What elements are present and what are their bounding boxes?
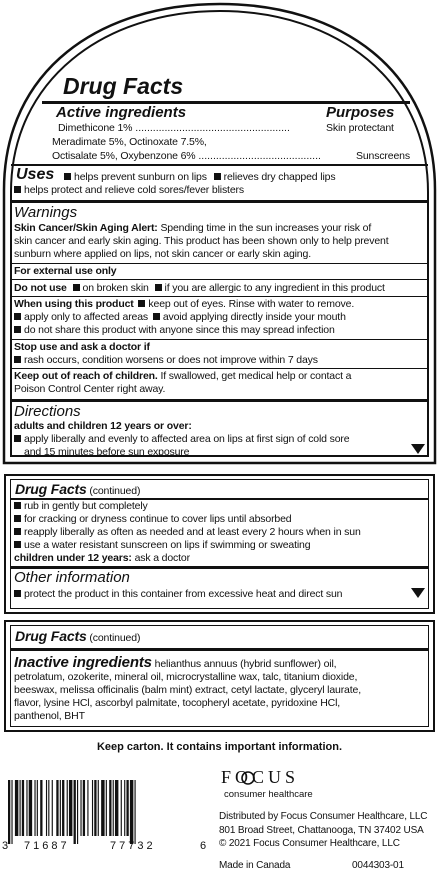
- barcode-bar: [62, 780, 64, 836]
- brand-logo: [221, 767, 299, 788]
- barcode-bar: [56, 780, 58, 836]
- barcode-last-digit: 6: [200, 840, 207, 852]
- bullet-square-icon: [64, 173, 71, 180]
- thin-rule: [11, 296, 428, 297]
- barcode-bar: [121, 780, 122, 836]
- barcode-bar: [67, 780, 68, 836]
- other-info-heading: Other information: [14, 569, 130, 586]
- section-rule: [11, 164, 428, 166]
- keep-out-line: [14, 370, 351, 383]
- barcode-bar: [124, 780, 125, 836]
- directions-cont-item: reapply liberally as often as needed and at least every 2 hours when in sun: [24, 526, 361, 538]
- skin-cancer-line: [14, 222, 371, 235]
- barcode-bar: [29, 780, 32, 836]
- when-using-line: [14, 311, 346, 324]
- use-item: helps prevent sunburn on lips: [74, 171, 207, 183]
- ingredient: Dimethicone 1%: [58, 122, 133, 134]
- leader-dots: .....................................................: [132, 122, 290, 134]
- skin-cancer-text: sunburn where applied on lips, not skin cancer or early skin aging.: [14, 248, 311, 260]
- barcode-bar: [69, 780, 72, 836]
- bullet-square-icon: [214, 173, 221, 180]
- thin-rule: [11, 263, 428, 264]
- bullet-square-icon: [14, 326, 21, 333]
- uses-line: [64, 171, 335, 184]
- when-using-line: [14, 324, 335, 337]
- other-info-line: [14, 588, 342, 601]
- made-in: Made in Canada: [219, 860, 291, 871]
- use-item: relieves dry chapped lips: [223, 171, 336, 183]
- purposes-heading: Purposes: [326, 104, 395, 121]
- bullet-square-icon: [155, 284, 162, 291]
- section-rule: [11, 200, 428, 203]
- barcode-group-1: 71687: [24, 840, 70, 852]
- when-using-line: [14, 298, 354, 311]
- children-label: children under 12 years:: [14, 552, 132, 564]
- bullet-square-icon: [14, 590, 21, 597]
- barcode-bar: [115, 780, 118, 836]
- stop-use-label: Stop use and ask a doctor if: [14, 341, 150, 353]
- barcode-bar: [126, 780, 128, 836]
- do-not-use-label: Do not use: [14, 282, 67, 294]
- when-using-item: avoid applying directly inside your mouth: [162, 311, 346, 323]
- directions-cont-line: [14, 513, 292, 526]
- barcode-group-2: 77732: [110, 840, 156, 852]
- bullet-square-icon: [14, 528, 21, 535]
- address: 801 Broad Street, Chattanooga, TN 37402 USA: [219, 825, 424, 836]
- stop-use-line: [14, 354, 318, 367]
- barcode-bar: [77, 780, 78, 844]
- directions-line: [14, 433, 349, 446]
- directions-cont-line: [14, 539, 310, 552]
- when-using-item: apply only to affected areas: [24, 311, 149, 323]
- bullet-square-icon: [14, 502, 21, 509]
- directions-cont-item: use a water resistant sunscreen on lips if swimming or sweating: [24, 539, 311, 551]
- purpose: Sunscreens: [356, 150, 410, 162]
- continued-title-line: [15, 481, 140, 498]
- barcode-bar: [92, 780, 93, 836]
- bullet-square-icon: [138, 300, 145, 307]
- purpose: Skin protectant: [326, 122, 394, 134]
- keep-carton-note: Keep carton. It contains important information.: [96, 741, 343, 753]
- barcode-bar: [15, 780, 18, 836]
- keep-out-text: Poison Control Center right away.: [14, 383, 166, 395]
- triangle-down-icon: [411, 588, 425, 598]
- uses-heading: Uses: [16, 166, 55, 183]
- section-rule: [10, 648, 429, 651]
- directions-cont-item: for cracking or dryness continue to cover lips until absorbed: [24, 513, 292, 525]
- barcode-bar: [26, 780, 27, 836]
- do-not-use-item: on broken skin: [82, 282, 149, 294]
- continued-label: (continued): [89, 485, 141, 497]
- drug-facts-title: Drug Facts: [63, 73, 184, 99]
- active-row: [58, 122, 290, 135]
- warnings-heading: Warnings: [14, 204, 78, 221]
- barcode-bar: [135, 780, 136, 844]
- directions-heading: Directions: [14, 403, 81, 420]
- barcode-bar: [8, 780, 10, 844]
- drug-facts-title: Drug Facts: [15, 628, 87, 644]
- barcode-bar: [87, 780, 88, 836]
- use-item: helps protect and relieve cold sores/fever blisters: [24, 184, 244, 196]
- bullet-square-icon: [153, 313, 160, 320]
- barcode-bar: [109, 780, 111, 836]
- when-using-label: When using this product: [14, 298, 134, 310]
- barcode: [8, 780, 208, 844]
- barcode-bar: [11, 780, 12, 844]
- bullet-square-icon: [14, 356, 21, 363]
- barcode-bar: [37, 780, 38, 836]
- continued-label: (continued): [89, 632, 141, 644]
- bullet-square-icon: [14, 541, 21, 548]
- thin-rule: [11, 339, 428, 340]
- triangle-down-icon: [411, 444, 425, 454]
- when-using-item: keep out of eyes. Rinse with water to remove.: [148, 298, 355, 310]
- brand-name: FOCUS: [221, 767, 300, 787]
- barcode-bar: [34, 780, 35, 836]
- section-rule: [11, 399, 428, 402]
- adults-label: adults and children 12 years or over:: [14, 420, 192, 432]
- barcode-first-digit: 3: [2, 840, 9, 852]
- focus-logo-circle-icon: [240, 770, 256, 786]
- bullet-square-icon: [14, 186, 21, 193]
- bullet-square-icon: [73, 284, 80, 291]
- active-ingredients-heading: Active ingredients: [56, 104, 187, 121]
- barcode-bar: [106, 780, 107, 836]
- children-text: ask a doctor: [134, 552, 190, 564]
- barcode-bar: [48, 780, 49, 836]
- barcode-bar: [113, 780, 114, 836]
- uses-line: [14, 184, 244, 197]
- brand-tagline: consumer healthcare: [224, 789, 313, 800]
- barcode-bar: [74, 780, 76, 844]
- inactive-text: beeswax, melissa officinalis (balm mint) extract, cetyl lactate, glyceryl laurate,: [14, 684, 361, 696]
- directions-cont-item: rub in gently but completely: [24, 500, 148, 512]
- ingredient: Octisalate 5%, Oxybenzone 6%: [52, 150, 196, 162]
- barcode-bar: [101, 780, 104, 836]
- inactive-text: panthenol, BHT: [14, 710, 85, 722]
- barcode-bar: [80, 780, 81, 836]
- barcode-bar: [60, 780, 61, 836]
- bullet-square-icon: [14, 435, 21, 442]
- directions-cont-line: [14, 500, 148, 513]
- barcode-bar: [40, 780, 42, 836]
- barcode-bar: [20, 780, 21, 836]
- skin-cancer-label: Skin Cancer/Skin Aging Alert:: [14, 222, 158, 234]
- do-not-use-item: if you are allergic to any ingredient in this product: [164, 282, 385, 294]
- leader-dots: ..........................................: [195, 150, 321, 162]
- external-use: For external use only: [14, 265, 117, 277]
- barcode-bar: [52, 780, 53, 836]
- directions-item: apply liberally and evenly to affected area on lips at first sign of cold sore: [24, 433, 350, 445]
- inactive-text: helianthus annuus (hybrid sunflower) oil,: [154, 658, 337, 670]
- barcode-bar: [83, 780, 85, 836]
- inactive-heading: Inactive ingredients: [14, 654, 152, 671]
- distributed-by: Distributed by Focus Consumer Healthcare, LLC: [219, 811, 428, 822]
- inactive-text: petrolatum, ozokerite, mineral oil, microcrystalline wax, talc, titanium dioxide,: [14, 671, 358, 683]
- thin-rule: [11, 368, 428, 369]
- inactive-text: flavor, lysine HCl, ascorbyl palmitate, tocopheryl acetate, pyridoxine HCl,: [14, 697, 341, 709]
- inactive-line: [14, 654, 336, 671]
- other-info-item: protect the product in this container from excessive heat and direct sun: [24, 588, 343, 600]
- children-line: [14, 552, 190, 565]
- directions-line: and 15 minutes before sun exposure: [24, 446, 190, 458]
- do-not-use-line: [14, 282, 385, 295]
- barcode-bar: [94, 780, 96, 836]
- barcode-bar: [130, 780, 133, 844]
- product-code: 0044303-01: [352, 860, 404, 871]
- skin-cancer-text: Spending time in the sun increases your risk of: [160, 222, 372, 234]
- barcode-bar: [22, 780, 24, 836]
- active-row: [52, 150, 321, 163]
- active-row: Meradimate 5%, Octinoxate 7.5%,: [52, 136, 207, 148]
- keep-out-label: Keep out of reach of children.: [14, 370, 158, 382]
- thin-rule: [11, 279, 428, 280]
- drug-facts-title: Drug Facts: [15, 481, 87, 497]
- bullet-square-icon: [14, 313, 21, 320]
- copyright: © 2021 Focus Consumer Healthcare, LLC: [219, 838, 400, 849]
- keep-out-text: If swallowed, get medical help or contact a: [160, 370, 352, 382]
- barcode-bar: [46, 780, 47, 836]
- skin-cancer-text: skin cancer and early skin aging. This product has been shown only to help prevent: [14, 235, 389, 247]
- stop-use-item: rash occurs, condition worsens or does not improve within 7 days: [24, 354, 318, 366]
- bullet-square-icon: [14, 515, 21, 522]
- directions-cont-line: [14, 526, 361, 539]
- continued-title-line: [15, 628, 140, 645]
- barcode-bar: [98, 780, 99, 836]
- when-using-item: do not share this product with anyone since this may spread infection: [24, 324, 335, 336]
